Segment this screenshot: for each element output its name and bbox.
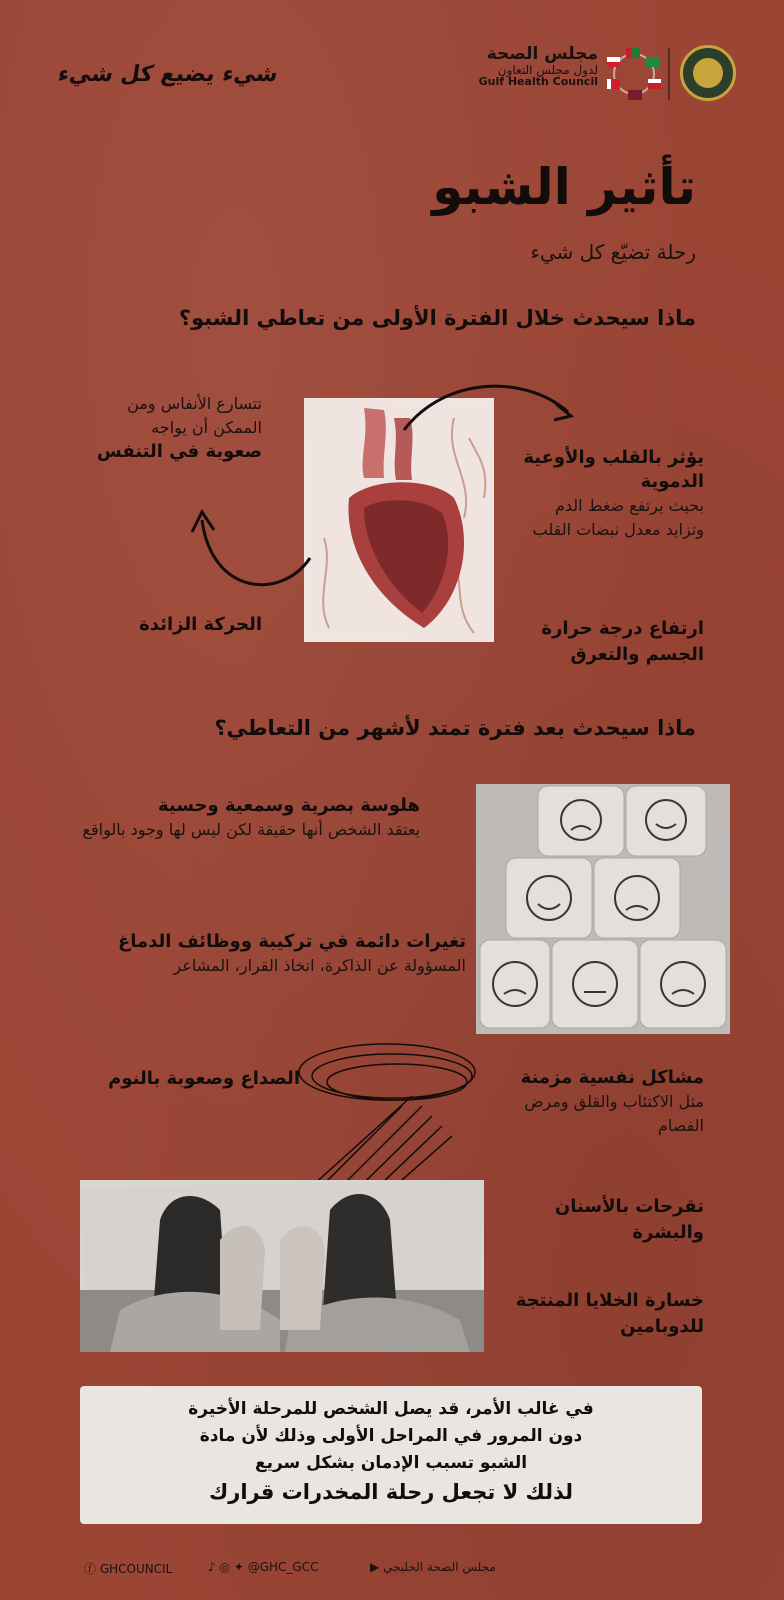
- psych-text: مثل الاكتئاب والقلق ومرض الفصام: [524, 1092, 704, 1135]
- council-name: [478, 46, 598, 88]
- youtube-icon: ▶: [370, 1560, 380, 1574]
- page-subtitle: رحلة تضيّع كل شيء: [530, 240, 696, 264]
- council-name-ar-sub: لدول مجلس التعاون: [497, 62, 598, 77]
- ulcers-effect: تقرحات بالأسنان والبشرة: [554, 1196, 704, 1243]
- tiktok-icon: ♪: [208, 1560, 216, 1574]
- footer-youtube[interactable]: [370, 1560, 496, 1574]
- emotion-blocks-image: [476, 784, 730, 1034]
- arrow-icon-right: [396, 380, 586, 440]
- arrow-icon-left: [182, 500, 322, 596]
- footer-socials[interactable]: [208, 1560, 318, 1574]
- page-title: تأثير الشبو: [432, 158, 696, 216]
- hallucination-bold: هلوسة بصرية وسمعية وحسية: [157, 795, 420, 816]
- conclusion-line2: دون المرور في المراحل الأولى وذلك لأن مادة: [199, 1426, 583, 1446]
- breathing-bold: صعوبة في التنفس: [96, 441, 262, 462]
- logo-divider: [668, 48, 670, 100]
- brain-effect: [80, 930, 466, 978]
- facebook-icon: ⓕ: [84, 1562, 97, 1576]
- dopamine-effect: خسارة الخلايا المنتجة للدوبامين: [515, 1290, 704, 1337]
- breathing-text: تتسارع الأنفاس ومن الممكن أن يواجه: [127, 394, 262, 437]
- council-name-ar: مجلس الصحة: [486, 44, 598, 64]
- hyperactivity-effect: الحركة الزائدة: [139, 614, 262, 635]
- social-handle: @GHC_GCC: [247, 1560, 319, 1574]
- heart-bold: يؤثر بالقلب والأوعية الدموية: [523, 447, 704, 492]
- facebook-handle: GHCOUNCIL: [99, 1562, 173, 1576]
- psych-bold: مشاكل نفسية مزمنة: [520, 1067, 704, 1088]
- conclusion-panel: [80, 1386, 702, 1524]
- conclusion-line4: لذلك لا تجعل رحلة المخدرات قرارك: [209, 1480, 573, 1504]
- gulf-flags-logo: [604, 45, 664, 103]
- breathing-effect: [80, 392, 262, 464]
- hallucination-text: يعتقد الشخص أنها حقيقة لكن ليس لها وجود بالواقع: [82, 820, 420, 839]
- section1-question: ماذا سيحدث خلال الفترة الأولى من تعاطي الشبو؟: [178, 306, 696, 330]
- brain-text: المسؤولة عن الذاكرة، اتخاذ القرار، المشاعر: [173, 956, 466, 975]
- gcc-emblem-logo: [680, 45, 736, 101]
- brain-bold: تغيرات دائمة في تركيبة ووظائف الدماغ: [117, 931, 466, 952]
- youtube-channel: مجلس الصحة الخليجي: [383, 1560, 496, 1574]
- distressed-person-image: [80, 1180, 484, 1352]
- conclusion-line1: في غالب الأمر، قد يصل الشخص للمرحلة الأخيرة: [188, 1399, 594, 1419]
- heart-effect: [520, 446, 704, 542]
- heart-text: بحيث يرتفع ضغط الدم وتزايد معدل نبضات القلب: [532, 496, 704, 539]
- footer-facebook[interactable]: [84, 1560, 172, 1577]
- section2-question: ماذا سيحدث بعد فترة تمتد لأشهر من التعاطي؟: [214, 716, 696, 740]
- campaign-logo-text: شيء يضيع كل شيء: [56, 62, 280, 87]
- hallucination-effect: [80, 794, 420, 842]
- council-name-en: Gulf Health Council: [478, 75, 598, 89]
- psych-effect: [496, 1066, 704, 1138]
- headache-effect: الصداع وصعوبة بالنوم: [108, 1068, 300, 1089]
- conclusion-line3: الشبو تسبب الإدمان بشكل سريع: [254, 1453, 528, 1473]
- twitter-icon: ✦: [233, 1560, 244, 1574]
- instagram-icon: ◎: [219, 1560, 230, 1574]
- temperature-effect: ارتفاع درجة حرارة الجسم والتعرق: [541, 618, 704, 665]
